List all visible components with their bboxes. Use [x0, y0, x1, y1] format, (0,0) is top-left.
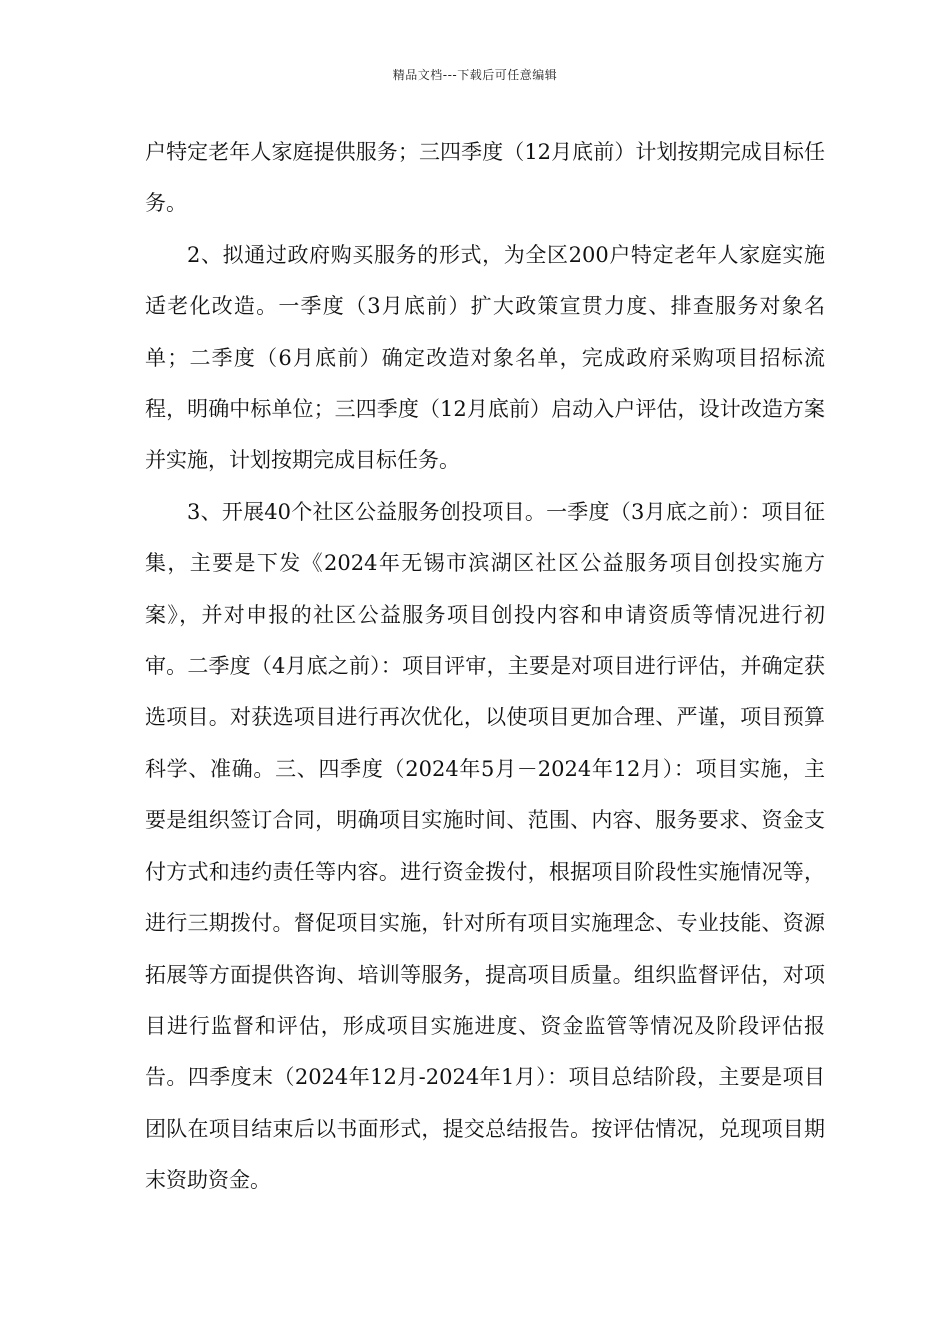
paragraph-item-2: 2、拟通过政府购买服务的形式，为全区200户特定老年人家庭实施适老化改造。一季度（3月底前）扩大政策宣贯力度、排查服务对象名单；二季度（6月底前）确定改造对象名单，完成政府采购项目招标流程，明确中标单位；三四季度（12月底前）启动入户评估，设计改造方案并实施，计划按期完成目标任务。 — [145, 242, 825, 473]
paragraph-continuation: 户特定老年人家庭提供服务；三四季度（12月底前）计划按期完成目标任务。 — [145, 140, 825, 216]
paragraph-item-3: 3、开展40个社区公益服务创投项目。一季度（3月底之前）：项目征集，主要是下发《2024年无锡市滨湖区社区公益服务项目创投实施方案》，并对申报的社区公益服务项目创投内容和申请资质等情况进行初审。二季度（4月底之前）：项目评审，主要是对项目进行评估，并确定获选项目。对获选项目进行再次优化，以使项目更加合理、严谨，项目预算科学、准确。三、四季度（2024年5月－2024年12月）：项目实施，主要是组织签订合同，明确项目实施时间、范围、内容、服务要求、资金支付方式和违约责任等内容。进行资金拨付，根据项目阶段性实施情况等，进行三期拨付。督促项目实施，针对所有项目实施理念、专业技能、资源拓展等方面提供咨询、培训等服务，提高项目质量。组织监督评估，对项目进行监督和评估，形成项目实施进度、资金监管等情况及阶段评估报告。四季度末（2024年12月-2024年1月）：项目总结阶段，主要是项目团队在项目结束后以书面形式，提交总结报告。按评估情况，兑现项目期末资助资金。 — [145, 499, 825, 1193]
document-body — [145, 127, 825, 1207]
page-header: 精品文档---下载后可任意编辑 — [392, 68, 558, 82]
